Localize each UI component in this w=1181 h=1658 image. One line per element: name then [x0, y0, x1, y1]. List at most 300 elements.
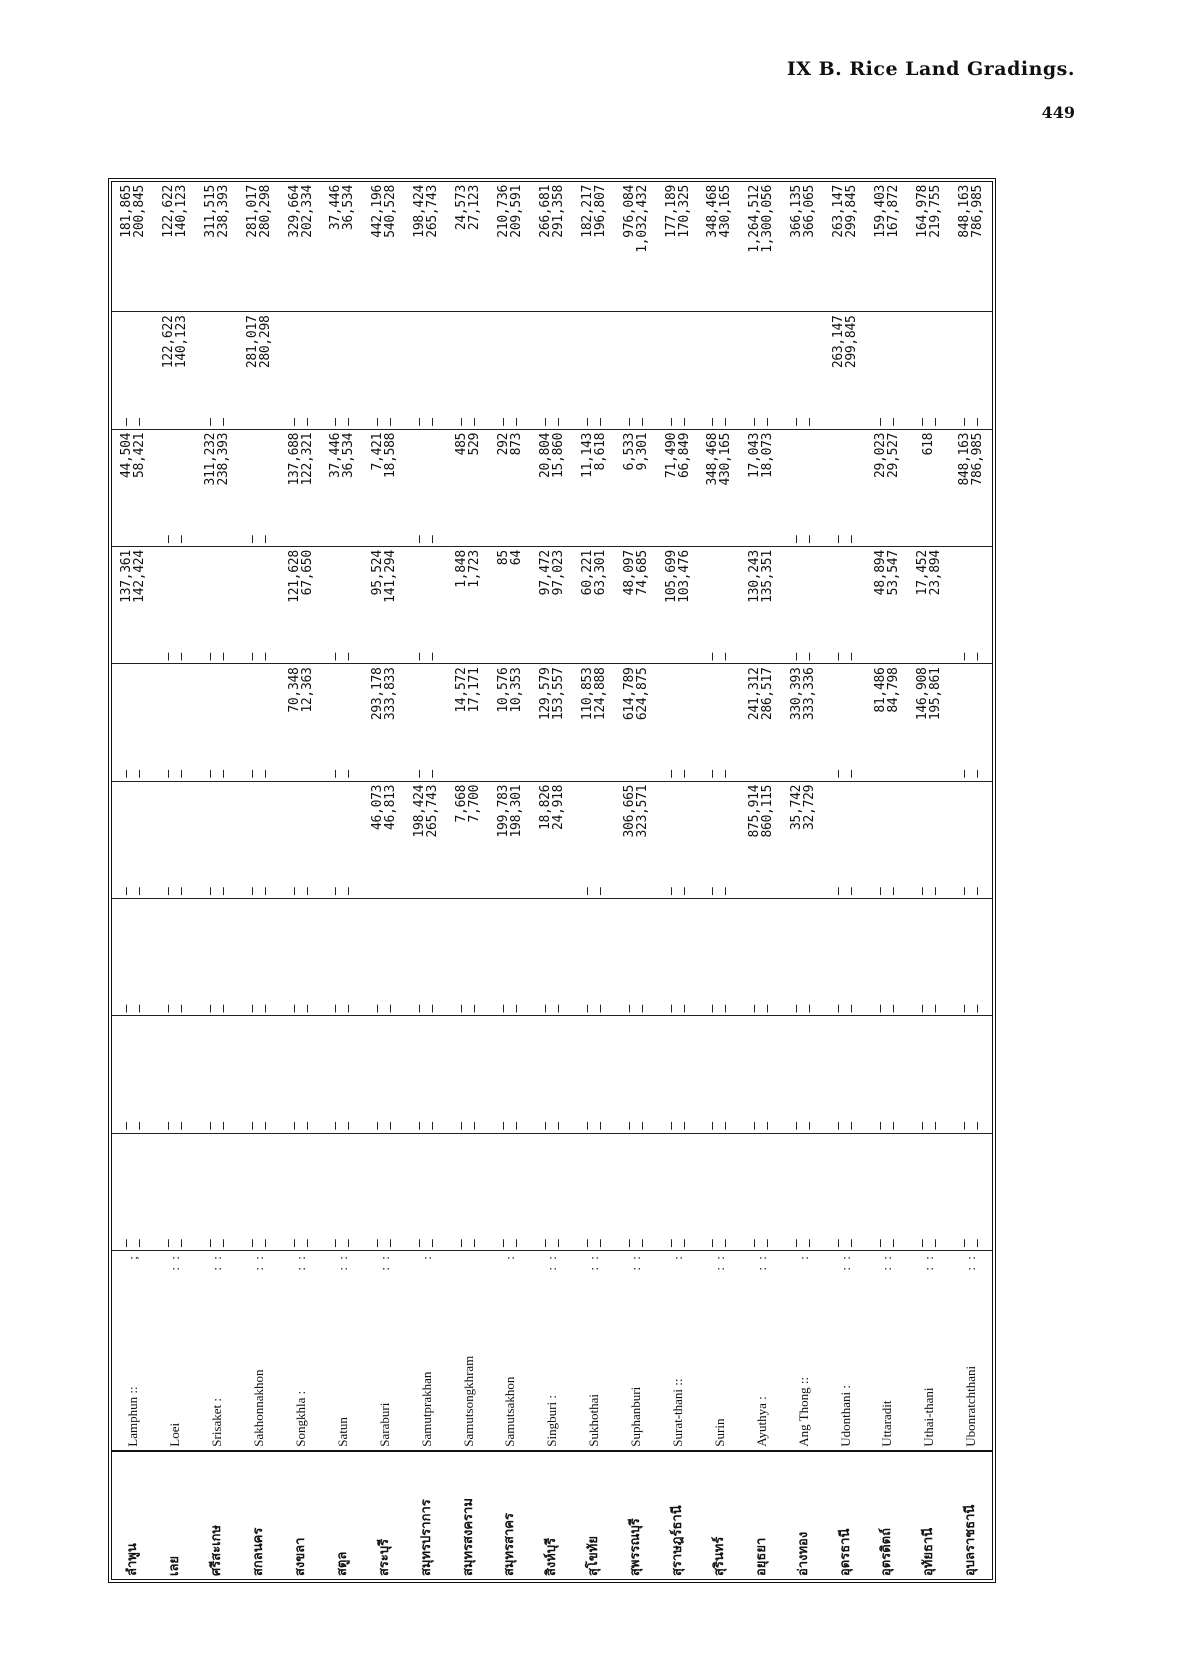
- grade-value: —: [592, 1239, 608, 1248]
- grade-value: —: [831, 1004, 847, 1013]
- province-name-cell: [196, 1251, 238, 1451]
- grade-value: —: [131, 1004, 147, 1013]
- grade-value: 142,424: [131, 550, 147, 603]
- province-name: Samutsakhon: [502, 1376, 518, 1447]
- total-value: 182,217: [579, 185, 595, 238]
- thai-province-name: อ่างทอง: [782, 1451, 824, 1579]
- grade-value: 103,476: [676, 550, 692, 603]
- leader-dots: : :: [753, 1254, 769, 1271]
- grade-value: —: [383, 417, 399, 426]
- grade-8-cell: [405, 312, 447, 429]
- grade-5-cell: [531, 664, 573, 781]
- grade-5-cell: [447, 664, 489, 781]
- total-cell: [280, 182, 322, 312]
- grade-value: —: [747, 1239, 763, 1248]
- grade-value: 6,533: [621, 432, 637, 471]
- grade-value: —: [663, 1239, 679, 1248]
- grade-value: 241,312: [747, 667, 763, 721]
- grade-value: 7,700: [467, 784, 483, 823]
- total-cell: [405, 182, 447, 312]
- rice-land-gradings-table: [112, 182, 992, 1579]
- total-value: 311,515: [202, 185, 218, 238]
- grade-value: —: [956, 769, 972, 778]
- grade-value: 124,888: [592, 667, 608, 721]
- grade-value: —: [579, 1004, 595, 1013]
- grade-value: —: [118, 769, 134, 778]
- grade-1-cell: [531, 1133, 573, 1250]
- total-value: 200,845: [131, 185, 147, 238]
- leader-dots: : :: [544, 1254, 560, 1271]
- grade-value: —: [956, 1239, 972, 1248]
- total-value: 181,865: [118, 185, 134, 238]
- grade-value: —: [872, 1004, 888, 1013]
- grade-8-cell: [573, 312, 615, 429]
- grade-value: —: [802, 1004, 818, 1013]
- grade-value: 306,665: [621, 784, 637, 838]
- grade-value: —: [508, 1239, 524, 1248]
- province-name-cell: [782, 1251, 824, 1451]
- grade-value: —: [328, 652, 344, 661]
- grade-value: —: [328, 887, 344, 896]
- leader-dots: :: [795, 1254, 811, 1260]
- grade-value: —: [257, 887, 273, 896]
- grade-value: —: [537, 1004, 553, 1013]
- grade-value: —: [705, 887, 721, 896]
- grade-value: 848,163: [956, 432, 972, 486]
- grade-value: 53,547: [885, 550, 901, 596]
- total-cell: [824, 182, 866, 312]
- grade-value: —: [495, 1004, 511, 1013]
- grade-6-cell: [489, 547, 531, 664]
- table-row: [154, 182, 196, 1579]
- grade-value: 265,743: [425, 784, 441, 838]
- grade-value: —: [885, 417, 901, 426]
- grade-2-cell: [489, 1016, 531, 1133]
- grade-4-cell: [112, 781, 154, 898]
- grade-8-cell: [154, 312, 196, 429]
- grade-4-cell: [740, 781, 782, 898]
- grade-value: 137,361: [118, 550, 134, 603]
- grade-1-cell: [447, 1133, 489, 1250]
- grade-8-cell: [908, 312, 950, 429]
- grade-value: 37,446: [328, 432, 344, 478]
- leader-dots: :: [502, 1254, 518, 1260]
- thai-province-name: สกลนคร: [238, 1451, 280, 1579]
- table-row: [573, 182, 615, 1579]
- grade-value: —: [244, 1239, 260, 1248]
- grade-6-cell: [154, 547, 196, 664]
- grade-value: 280,298: [257, 315, 273, 369]
- grade-value: —: [705, 417, 721, 426]
- grade-value: —: [705, 1239, 721, 1248]
- grade-7-cell: [866, 429, 908, 546]
- grade-value: —: [160, 652, 176, 661]
- table-row: [866, 182, 908, 1579]
- total-value: 265,743: [425, 185, 441, 238]
- grade-value: 293,178: [370, 667, 386, 721]
- grade-3-cell: [908, 899, 950, 1016]
- grade-value: —: [705, 1121, 721, 1130]
- grade-value: 330,393: [789, 667, 805, 721]
- grade-value: —: [173, 535, 189, 544]
- grade-2-cell: [154, 1016, 196, 1133]
- table-row: [363, 182, 405, 1579]
- table-row: [489, 182, 531, 1579]
- grade-5-cell: [740, 664, 782, 781]
- grade-value: —: [844, 1239, 860, 1248]
- grade-value: —: [286, 1239, 302, 1248]
- total-cell: [740, 182, 782, 312]
- total-value: 280,298: [257, 185, 273, 238]
- grade-value: 333,336: [802, 667, 818, 721]
- table-row: [615, 182, 657, 1579]
- total-cell: [573, 182, 615, 312]
- grade-3-cell: [615, 899, 657, 1016]
- thai-province-name: อุทัยธานี: [908, 1451, 950, 1579]
- province-name-cell: [950, 1251, 992, 1451]
- grade-2-cell: [908, 1016, 950, 1133]
- grade-5-cell: [154, 664, 196, 781]
- grade-value: 875,914: [747, 784, 763, 838]
- grade-5-cell: [489, 664, 531, 781]
- grade-value: —: [676, 417, 692, 426]
- grade-8-cell: [447, 312, 489, 429]
- grade-value: —: [914, 1239, 930, 1248]
- grade-7-cell: [824, 429, 866, 546]
- grade-value: —: [257, 1239, 273, 1248]
- grade-2-cell: [531, 1016, 573, 1133]
- grade-value: —: [789, 1239, 805, 1248]
- grade-2-cell: [657, 1016, 699, 1133]
- total-cell: [698, 182, 740, 312]
- grade-value: —: [831, 652, 847, 661]
- province-name-cell: [824, 1251, 866, 1451]
- grade-2-cell: [363, 1016, 405, 1133]
- grade-value: —: [872, 417, 888, 426]
- grade-7-cell: [363, 429, 405, 546]
- grade-value: 46,813: [383, 784, 399, 830]
- grade-value: —: [118, 1121, 134, 1130]
- grade-value: 618: [921, 432, 937, 456]
- grade-value: —: [676, 1121, 692, 1130]
- table-row: [698, 182, 740, 1579]
- grade-value: —: [969, 1121, 985, 1130]
- grade-value: —: [173, 887, 189, 896]
- grade-value: 122,622: [160, 315, 176, 369]
- grade-7-cell: [196, 429, 238, 546]
- total-value: 36,534: [341, 185, 357, 231]
- grade-value: —: [215, 652, 231, 661]
- grade-5-cell: [824, 664, 866, 781]
- grade-value: 97,023: [550, 550, 566, 596]
- thai-province-name: สุพรรณบุรี: [615, 1451, 657, 1579]
- thai-province-name: สิงห์บุรี: [531, 1451, 573, 1579]
- province-name: Sakhonnakhon: [251, 1369, 267, 1447]
- grade-value: —: [969, 1239, 985, 1248]
- grade-value: —: [550, 1121, 566, 1130]
- grade-6-cell: [824, 547, 866, 664]
- grade-8-cell: [698, 312, 740, 429]
- grade-3-cell: [280, 899, 322, 1016]
- province-name-cell: [238, 1251, 280, 1451]
- grade-4-cell: [950, 781, 992, 898]
- grade-value: 17,452: [914, 550, 930, 596]
- grade-value: 66,849: [676, 432, 692, 478]
- leader-dots: : :: [837, 1254, 853, 1271]
- total-value: 210,736: [495, 185, 511, 238]
- grade-value: —: [927, 1239, 943, 1248]
- grade-value: —: [634, 1121, 650, 1130]
- grade-value: —: [676, 1239, 692, 1248]
- grade-value: 10,576: [495, 667, 511, 713]
- grade-2-cell: [740, 1016, 782, 1133]
- grade-value: —: [383, 1004, 399, 1013]
- grade-value: —: [257, 652, 273, 661]
- grade-2-cell: [447, 1016, 489, 1133]
- leader-dots: : :: [586, 1254, 602, 1271]
- total-value: 266,681: [537, 185, 553, 238]
- grade-value: —: [663, 887, 679, 896]
- grade-6-cell: [698, 547, 740, 664]
- grade-8-cell: [238, 312, 280, 429]
- grade-value: —: [412, 535, 428, 544]
- grade-2-cell: [866, 1016, 908, 1133]
- province-name-cell: [531, 1251, 573, 1451]
- grade-value: —: [831, 887, 847, 896]
- grade-value: —: [927, 1004, 943, 1013]
- grade-value: —: [425, 1239, 441, 1248]
- grade-value: —: [592, 1004, 608, 1013]
- page-header-title: IX B. Rice Land Gradings.: [786, 58, 1075, 80]
- grade-3-cell: [950, 899, 992, 1016]
- grade-value: —: [454, 1239, 470, 1248]
- leader-dots: : :: [921, 1254, 937, 1271]
- grade-value: 15,860: [550, 432, 566, 478]
- grade-4-cell: [196, 781, 238, 898]
- grade-value: 36,534: [341, 432, 357, 478]
- page-number: 449: [1041, 103, 1075, 122]
- grade-4-cell: [573, 781, 615, 898]
- grade-2-cell: [238, 1016, 280, 1133]
- grade-value: —: [131, 1239, 147, 1248]
- grade-5-cell: [782, 664, 824, 781]
- province-name: Ang Thong ::: [795, 1376, 811, 1447]
- grade-value: 153,557: [550, 667, 566, 721]
- grade-value: —: [844, 1004, 860, 1013]
- rotated-table-container: [112, 182, 992, 1579]
- grade-value: —: [173, 652, 189, 661]
- province-name-cell: [573, 1251, 615, 1451]
- grade-value: —: [872, 887, 888, 896]
- total-cell: [154, 182, 196, 312]
- grade-value: —: [286, 1121, 302, 1130]
- grade-5-cell: [698, 664, 740, 781]
- total-value: 291,358: [550, 185, 566, 238]
- grade-value: 786,985: [969, 432, 985, 486]
- grade-value: 17,043: [747, 432, 763, 478]
- grade-value: —: [844, 1121, 860, 1130]
- grade-value: —: [160, 535, 176, 544]
- grade-value: 29,527: [885, 432, 901, 478]
- grade-value: —: [621, 417, 637, 426]
- grade-1-cell: [489, 1133, 531, 1250]
- grade-value: —: [969, 887, 985, 896]
- total-cell: [950, 182, 992, 312]
- total-value: 281,017: [244, 185, 260, 238]
- grade-value: —: [425, 1121, 441, 1130]
- grade-6-cell: [740, 547, 782, 664]
- grade-value: —: [747, 1121, 763, 1130]
- leader-dots: : :: [209, 1254, 225, 1271]
- grade-value: —: [621, 1239, 637, 1248]
- grade-value: 70,348: [286, 667, 302, 713]
- table-row: [196, 182, 238, 1579]
- grade-value: —: [802, 1239, 818, 1248]
- grade-7-cell: [447, 429, 489, 546]
- grade-5-cell: [363, 664, 405, 781]
- table-row: [782, 182, 824, 1579]
- grade-3-cell: [824, 899, 866, 1016]
- province-name-cell: [740, 1251, 782, 1451]
- province-name-cell: [447, 1251, 489, 1451]
- total-value: 442,196: [370, 185, 386, 238]
- grade-1-cell: [405, 1133, 447, 1250]
- grade-8-cell: [866, 312, 908, 429]
- grade-value: —: [663, 417, 679, 426]
- grade-value: 18,073: [760, 432, 776, 478]
- total-value: 209,591: [508, 185, 524, 238]
- grade-value: —: [676, 769, 692, 778]
- grade-value: 199,783: [495, 784, 511, 838]
- grade-3-cell: [363, 899, 405, 1016]
- grade-value: —: [286, 417, 302, 426]
- leader-dots: : :: [251, 1254, 267, 1271]
- grade-6-cell: [405, 547, 447, 664]
- grade-value: —: [467, 1004, 483, 1013]
- grade-value: —: [508, 1121, 524, 1130]
- grade-value: —: [286, 1004, 302, 1013]
- grade-6-cell: [238, 547, 280, 664]
- grade-3-cell: [112, 899, 154, 1016]
- grade-value: 311,232: [202, 432, 218, 486]
- rice-land-table-frame: [108, 178, 996, 1583]
- grade-value: —: [676, 887, 692, 896]
- grade-value: —: [885, 1239, 901, 1248]
- grade-value: —: [537, 1239, 553, 1248]
- grade-value: —: [676, 1004, 692, 1013]
- total-cell: [908, 182, 950, 312]
- grade-1-cell: [615, 1133, 657, 1250]
- grade-8-cell: [824, 312, 866, 429]
- grade-5-cell: [112, 664, 154, 781]
- total-value: 170,325: [676, 185, 692, 238]
- grade-value: —: [412, 1121, 428, 1130]
- grade-value: —: [802, 652, 818, 661]
- grade-value: —: [215, 1121, 231, 1130]
- grade-value: 146,908: [914, 667, 930, 721]
- grade-value: —: [341, 1004, 357, 1013]
- grade-value: —: [663, 769, 679, 778]
- province-name: Surat-thani ::: [670, 1378, 686, 1447]
- grade-value: —: [118, 1239, 134, 1248]
- thai-province-name: อุบลราชธานี: [950, 1451, 992, 1579]
- total-cell: [782, 182, 824, 312]
- total-value: 786,985: [969, 185, 985, 238]
- grade-value: 614,789: [621, 667, 637, 721]
- total-value: 299,845: [844, 185, 860, 238]
- grade-1-cell: [238, 1133, 280, 1250]
- grade-2-cell: [615, 1016, 657, 1133]
- grade-value: —: [831, 535, 847, 544]
- grade-5-cell: [196, 664, 238, 781]
- grade-8-cell: [950, 312, 992, 429]
- grade-value: 58,421: [131, 432, 147, 478]
- province-name-cell: [615, 1251, 657, 1451]
- grade-value: 12,363: [299, 667, 315, 713]
- grade-value: 74,685: [634, 550, 650, 596]
- grade-value: 130,243: [747, 550, 763, 603]
- grade-1-cell: [657, 1133, 699, 1250]
- grade-1-cell: [866, 1133, 908, 1250]
- total-value: 27,123: [467, 185, 483, 231]
- total-value: 219,755: [927, 185, 943, 238]
- thai-province-name: สุรินทร์: [698, 1451, 740, 1579]
- thai-province-name: สุราษฎร์ธานี: [657, 1451, 699, 1579]
- grade-value: 20,804: [537, 432, 553, 478]
- grade-value: —: [467, 417, 483, 426]
- grade-value: 67,650: [299, 550, 315, 596]
- grade-value: —: [789, 652, 805, 661]
- grade-value: —: [215, 1239, 231, 1248]
- grade-value: 286,517: [760, 667, 776, 721]
- grade-value: —: [173, 769, 189, 778]
- grade-value: —: [969, 652, 985, 661]
- table-row: [824, 182, 866, 1579]
- grade-value: —: [550, 1004, 566, 1013]
- grade-value: —: [160, 1121, 176, 1130]
- grade-value: —: [454, 417, 470, 426]
- total-value: 263,147: [831, 185, 847, 238]
- grade-value: 141,294: [383, 550, 399, 603]
- grade-6-cell: [321, 547, 363, 664]
- grade-value: —: [244, 1004, 260, 1013]
- grade-6-cell: [615, 547, 657, 664]
- thai-province-name: สมุทรสาคร: [489, 1451, 531, 1579]
- total-value: 164,978: [914, 185, 930, 238]
- total-cell: [112, 182, 154, 312]
- total-value: 976,084: [621, 185, 637, 238]
- thai-province-name: สุโขทัย: [573, 1451, 615, 1579]
- province-name: Lamphun ::: [125, 1386, 141, 1447]
- grade-value: 198,424: [412, 784, 428, 838]
- grade-value: —: [789, 417, 805, 426]
- grade-value: 1,848: [454, 550, 470, 588]
- grade-value: 195,861: [927, 667, 943, 721]
- grade-1-cell: [321, 1133, 363, 1250]
- province-name: Uthai-thani: [921, 1387, 937, 1447]
- grade-value: 95,524: [370, 550, 386, 596]
- grade-2-cell: [280, 1016, 322, 1133]
- grade-6-cell: [782, 547, 824, 664]
- grade-value: 23,894: [927, 550, 943, 596]
- grade-value: —: [579, 1121, 595, 1130]
- grade-4-cell: [824, 781, 866, 898]
- total-value: 329,664: [286, 185, 302, 238]
- grade-value: —: [592, 1121, 608, 1130]
- grade-value: 281,017: [244, 315, 260, 369]
- grade-5-cell: [573, 664, 615, 781]
- total-value: 348,468: [705, 185, 721, 238]
